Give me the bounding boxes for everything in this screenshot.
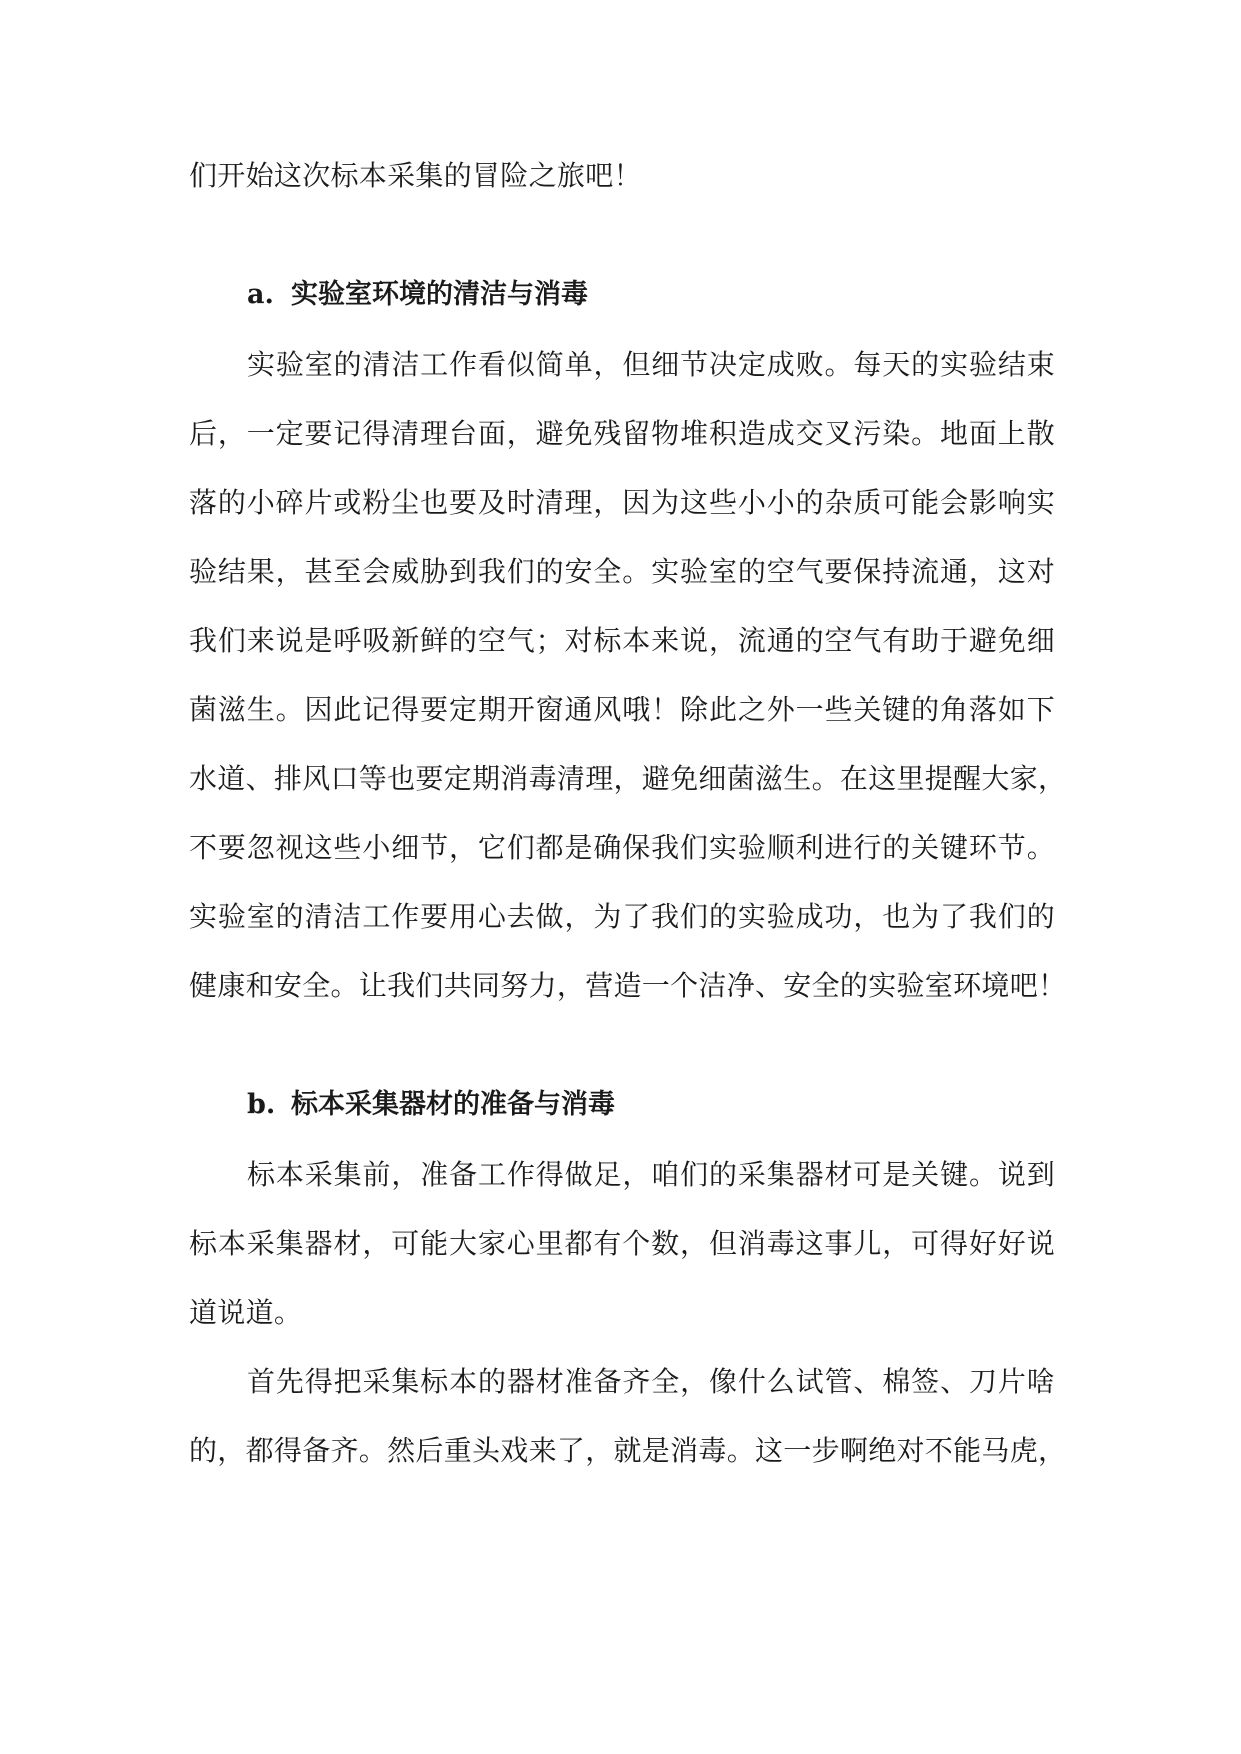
section-b-marker: b.	[247, 1089, 276, 1120]
paragraph-line: 道说道。	[189, 1296, 303, 1329]
paragraph-line: 水道、排风口等也要定期消毒清理，避免细菌滋生。在这里提醒大家，	[189, 762, 1067, 795]
section-b-heading	[189, 1047, 1055, 1147]
spacer	[189, 217, 1055, 237]
paragraph-line: 我们来说是呼吸新鲜的空气；对标本来说，流通的空气有助于避免细	[189, 624, 1055, 657]
paragraph-line: 标本采集器材，可能大家心里都有个数，但消毒这事儿，可得好好说	[189, 1227, 1055, 1260]
paragraph-line: 实验室的清洁工作要用心去做，为了我们的实验成功，也为了我们的	[189, 900, 1055, 933]
intro-line: 们开始这次标本采集的冒险之旅吧！	[189, 159, 642, 192]
paragraph-line: 标本采集前，准备工作得做足，咱们的采集器材可是关键。说到	[247, 1158, 1055, 1191]
document-body	[189, 148, 1067, 1492]
section-b-paragraph-2	[189, 1354, 1067, 1492]
paragraph-line: 后，一定要记得清理台面，避免残留物堆积造成交叉污染。地面上散	[189, 417, 1055, 450]
section-a-heading	[189, 237, 1055, 337]
section-b-paragraph-1	[189, 1147, 1055, 1354]
paragraph-line: 实验室的清洁工作看似简单，但细节决定成败。每天的实验结束	[247, 348, 1055, 381]
paragraph-line: 首先得把采集标本的器材准备齐全，像什么试管、棉签、刀片啥	[247, 1365, 1055, 1398]
paragraph-line: 落的小碎片或粉尘也要及时清理，因为这些小小的杂质可能会影响实	[189, 486, 1055, 519]
section-a-marker: a.	[247, 279, 274, 310]
paragraph-line: 菌滋生。因此记得要定期开窗通风哦！除此之外一些关键的角落如下	[189, 693, 1055, 726]
section-b-title: 标本采集器材的准备与消毒	[291, 1089, 615, 1120]
paragraph-line: 验结果，甚至会威胁到我们的安全。实验室的空气要保持流通，这对	[189, 555, 1055, 588]
paragraph-line: 的，都得备齐。然后重头戏来了，就是消毒。这一步啊绝对不能马虎，	[189, 1434, 1067, 1467]
section-a-paragraph	[189, 337, 1067, 1027]
paragraph-line: 不要忽视这些小细节，它们都是确保我们实验顺利进行的关键环节。	[189, 831, 1055, 864]
spacer	[189, 1027, 1055, 1047]
paragraph-line: 健康和安全。让我们共同努力，营造一个洁净、安全的实验室环境吧！	[189, 969, 1067, 1002]
section-a-title: 实验室环境的清洁与消毒	[291, 279, 588, 310]
